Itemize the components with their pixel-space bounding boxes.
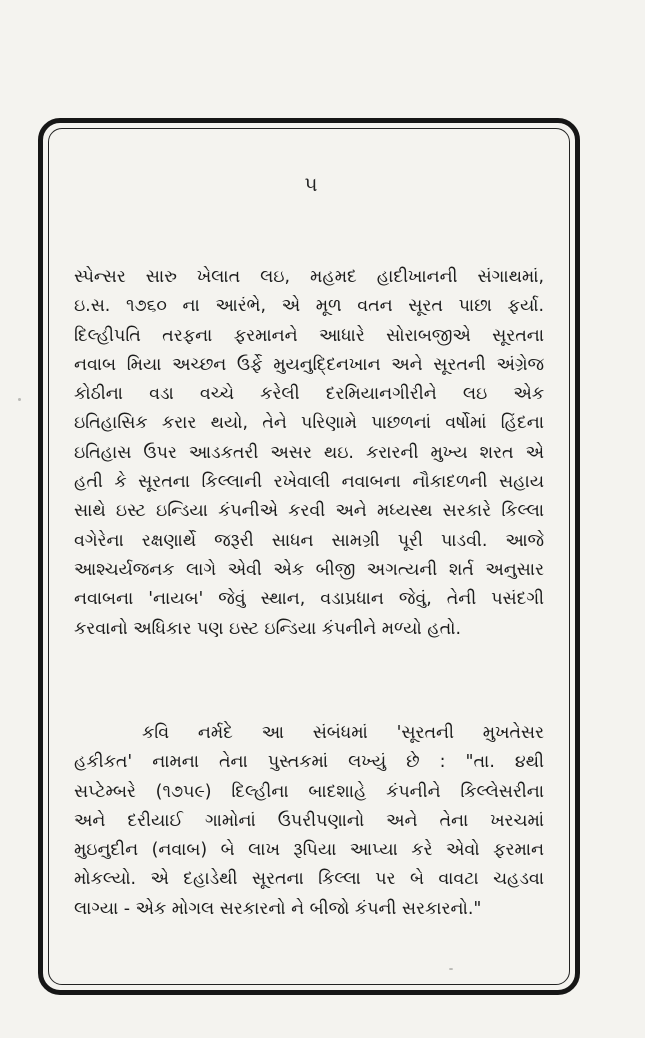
scan-speck (18, 398, 21, 401)
text-line: ઇતિહાસિક કરાર થયો, તેને પરિણામે પાછળનાં વર્ષોમાં હિંદના (74, 413, 544, 434)
text-line: કોઠીના વડા વચ્ચે કરેલી દરમિયાનગીરીને લઇ એક (74, 384, 544, 405)
page-number: ૫ (304, 172, 318, 196)
text-line: સ્પેન્સર સારુ ખેલાત લઇ, મહમદ હાદીખાનની સંગાથમાં, (74, 267, 544, 287)
text-line: કવિ નર્મદે આ સંબંધમાં 'સૂરતની મુખતેસર (142, 723, 544, 743)
text-line: વગેરેના રક્ષણાર્થે જરૂરી સાધન સામગ્રી પૂરી પાડવી. આજે (74, 530, 544, 551)
text-line: આશ્ચર્યજનક લાગે એવી એક બીજી અગત્યની શર્ત અનુસાર (74, 559, 544, 580)
text-line: ઇ.સ. ૧૭૬૦ ના આરંભે, એ મૂળ વતન સૂરત પાછા ફર્યા. (74, 296, 544, 317)
text-line: નવાબ મિયા અચ્છન ઉર્ફે મુયનુદ્દિનખાન અને સૂરતની અંગ્રેજ (74, 354, 544, 375)
text-line: લાગ્યા - એક મોગલ સરકારનો ને બીજો કંપની સરકારનો." (74, 898, 482, 919)
text-line: સપ્ટેમ્બરે (૧૭૫૯) દિલ્હીના બાદશાહે કંપનીને કિલ્લેસરીના (74, 781, 544, 802)
text-line: મોકલ્યો. એ દહાડેથી સૂરતના કિલ્લા પર બે વાવટા ચહડવા (74, 869, 544, 890)
paragraph-2 (74, 719, 544, 924)
text-line: કરવાનો અધિકાર પણ ઇસ્ટ ઇન્ડિયા કંપનીને મળ્યો હતો. (74, 618, 462, 639)
text-line: ઇતિહાસ ઉપર આડકતરી અસર થઇ. કરારની મુખ્ય શરત એ (74, 442, 544, 463)
text-line: અને દરીયાઈ ગામોનાં ઉપરીપણાનો અને તેના ખરચમાં (74, 810, 544, 831)
text-line: મુઇનુદીન (નવાબ) બે લાખ રૂપિયા આપ્યા કરે એવો ફરમાન (74, 840, 544, 861)
paragraph-1 (74, 263, 544, 644)
text-line: હતી કે સૂરતના કિલ્લાની રખેવાલી નવાબના નૌકાદળની સહાય (74, 472, 544, 493)
text-line: સાથે ઇસ્ટ ઇન્ડિયા કંપનીએ કરવી અને મધ્યસ્થ સરકારે કિલ્લા (74, 501, 544, 522)
text-line: નવાબના 'નાયબ' જેવું સ્થાન, વડાપ્રધાન જેવું, તેની પસંદગી (74, 589, 544, 610)
text-line: દિલ્હીપતિ તરફના ફરમાનને આધારે સોરાબજીએ સૂરતના (74, 325, 544, 346)
text-line: હકીકત' નામના તેના પુસ્તકમાં લખ્યું છે : "તા. ૪થી (74, 752, 544, 773)
